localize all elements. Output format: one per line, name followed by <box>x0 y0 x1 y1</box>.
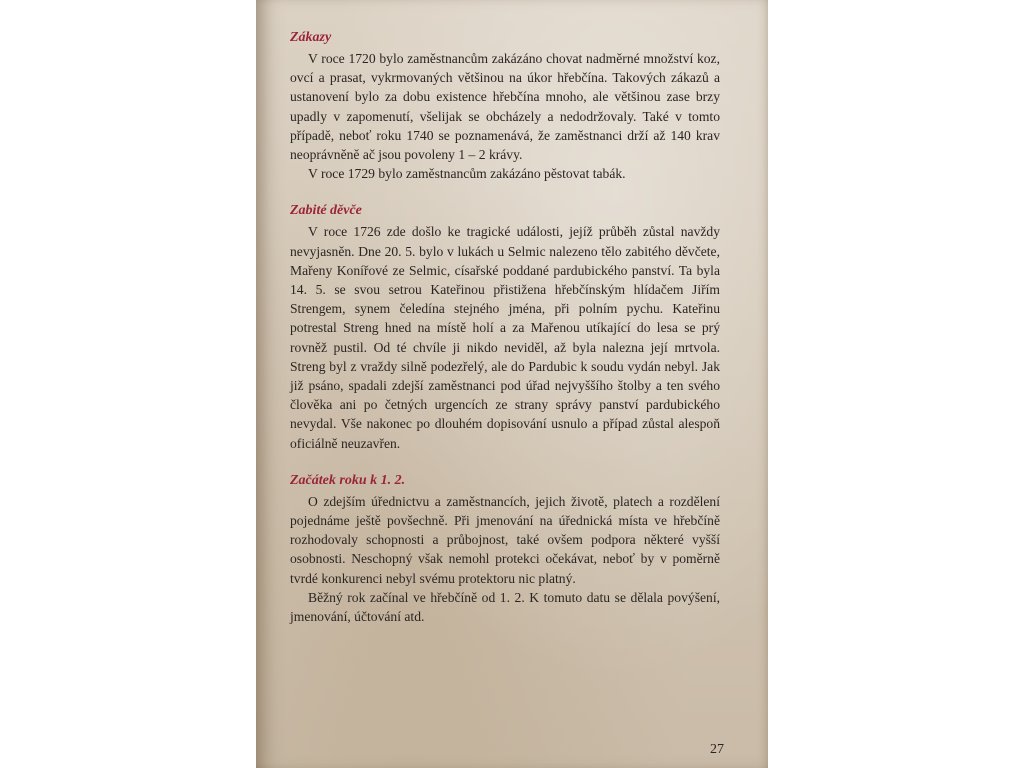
section-heading: Začátek roku k 1. 2. <box>290 472 406 488</box>
paragraph: V roce 1729 bylo zaměstnancům zakázáno pěstovat tabák. <box>308 166 626 182</box>
section-zacatek-roku <box>290 471 720 626</box>
paragraph: V roce 1726 zde došlo ke tragické události, jejíž průběh zůstal navždy nevyjasněn. Dne 20. 5. bylo v lukách u Selmic nalezeno tělo zabitého děvčete, Mařeny Konířové ze Selmic, císařské poddané pardubického panství. Ta byla 14. 5. se svou setrou Kateřinou přistižena hřebčínským hlídačem Jiřím Strengem, synem čeledína stejného jména, při polním pychu. Kateřinu potrestal Streng hned na místě holí a za Mařenou utíkající do lesa se prý rovněž pustil. Od té chvíle ji nikdo neviděl, až byla nalezna její mrtvola. Streng byl z vraždy silně podezřelý, ale do Pardubic k soudu vydán nebyl. Jak již psáno, spadali zdejší zaměstnanci pod úřad nejvyššího štolby a ten svého člověka ani po četných urgencích ze strany správy panství pardubického nevydal. Vše nakonec po dlouhém dopisování usnulo a případ zůstal alespoň oficiálně neuzavřen. <box>290 224 720 451</box>
paragraph: Běžný rok začínal ve hřebčíně od 1. 2. K tomuto datu se dělala povýšení, jmenování, účtování atd. <box>290 589 720 625</box>
page-text <box>290 28 720 644</box>
paragraph: V roce 1720 bylo zaměstnancům zakázáno chovat nadměrné množství koz, ovcí a prasat, vykrmovaných většinou na úkor hřebčína. Takových zákazů a ustanovení bylo za dobu existence hřebčína mnoho, ale většinou zase brzy upadly v zapomenutí, všelijak se obcházely a nedodržovaly. Také v tomto případě, neboť roku 1740 se poznamenává, že zaměstnanci drží až 140 krav neoprávněně ač jsou povoleny 1 – 2 krávy. <box>290 51 720 163</box>
page-number: 27 <box>710 742 724 757</box>
section-heading: Zabité děvče <box>290 203 362 219</box>
book-page <box>256 0 768 768</box>
section-zabite-devce <box>290 201 720 452</box>
paragraph: O zdejším úřednictvu a zaměstnancích, jejich životě, platech a rozdělení pojednáme ještě povšechně. Při jmenování na úřednická místa ve hřebčíně rozhodovaly schopnosti a průbojnost, také ovšem podpora některé vyšší osobnosti. Neschopný však nemohl protekci očekávat, neboť by v poměrně tvrdé konkurenci nebyl svému protektoru nic platný. <box>290 493 720 586</box>
section-heading: Zákazy <box>290 30 332 45</box>
section-zakazy <box>290 28 720 183</box>
